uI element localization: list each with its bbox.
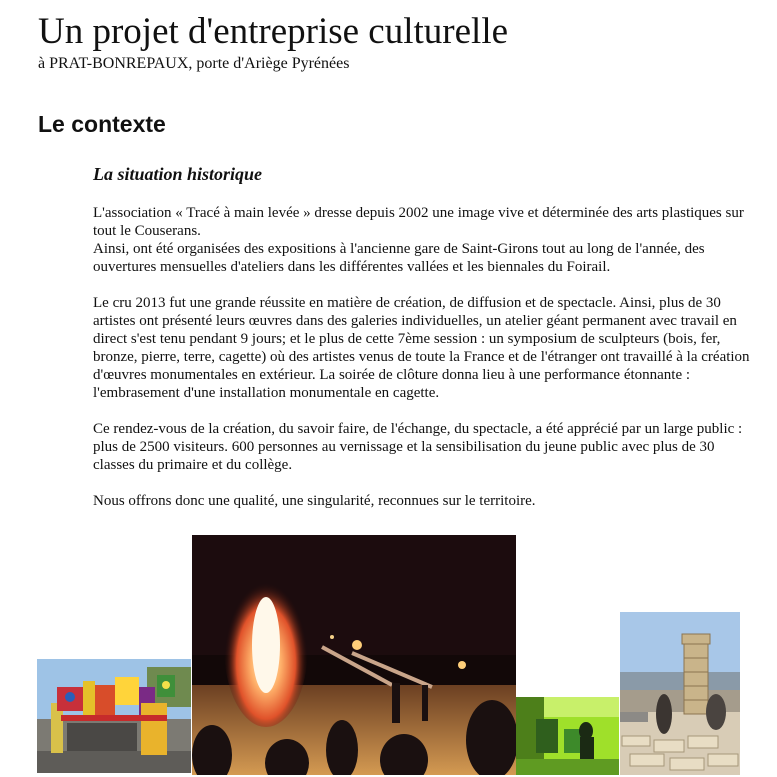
photo-night-fire-performance (192, 535, 516, 775)
paragraph-association-line2: Ainsi, ont été organisées des expositions à l'ancienne gare de Saint-Girons tout au long de l'année, des ouvertures mensuelles d'ateliers dans les différentes vallées et les biennales du Foirail. (93, 241, 705, 275)
pallet-tower-image (620, 612, 740, 775)
photo-festival-gate (37, 659, 191, 773)
section-heading: Le contexte (38, 111, 166, 137)
green-installation-image (516, 697, 619, 775)
paragraph-conclusion: Nous offrons donc une qualité, une singularité, reconnues sur le territoire. (93, 493, 536, 509)
photo-pallet-tower (620, 612, 740, 775)
photo-green-installation (516, 697, 619, 775)
subsection-heading: La situation historique (93, 164, 263, 184)
paragraph-2013: Le cru 2013 fut une grande réussite en matière de création, de diffusion et de spectacle. Ainsi, plus de 30 artistes ont présenté leurs œuvres dans des galeries individuelles, un atelier géant permanent avec travail en direct s'est tenu pendant 9 jours; et le plus de cette 7ème session : un symposium de sculpteurs (bois, fer, bronze, pierre, terre, cagette) où des artistes venus de toute la France et de l'étranger ont travaillé à la création d'œuvres monumentales en extérieur. La soirée de clôture donna lieu à une performance étonnante : l'embrasement d'une installation monumentale en cagette. (93, 295, 750, 401)
body-text (93, 204, 753, 528)
page-title: Un projet d'entreprise culturelle (38, 11, 509, 52)
fire-performance-image (192, 535, 516, 775)
festival-gate-image (37, 659, 191, 773)
page-subtitle: à PRAT-BONREPAUX, porte d'Ariège Pyrénées (38, 55, 350, 72)
paragraph-public: Ce rendez-vous de la création, du savoir faire, de l'échange, du spectacle, a été apprécié par un large public : plus de 2500 visiteurs. 600 personnes au vernissage et la sensibilisation du jeune public avec plus de 30 classes du primaire et du collège. (93, 421, 743, 473)
paragraph-association (93, 204, 753, 276)
paragraph-association-line1: L'association « Tracé à main levée » dresse depuis 2002 une image vive et déterminée des arts plastiques sur tout le Couserans. (93, 205, 744, 239)
